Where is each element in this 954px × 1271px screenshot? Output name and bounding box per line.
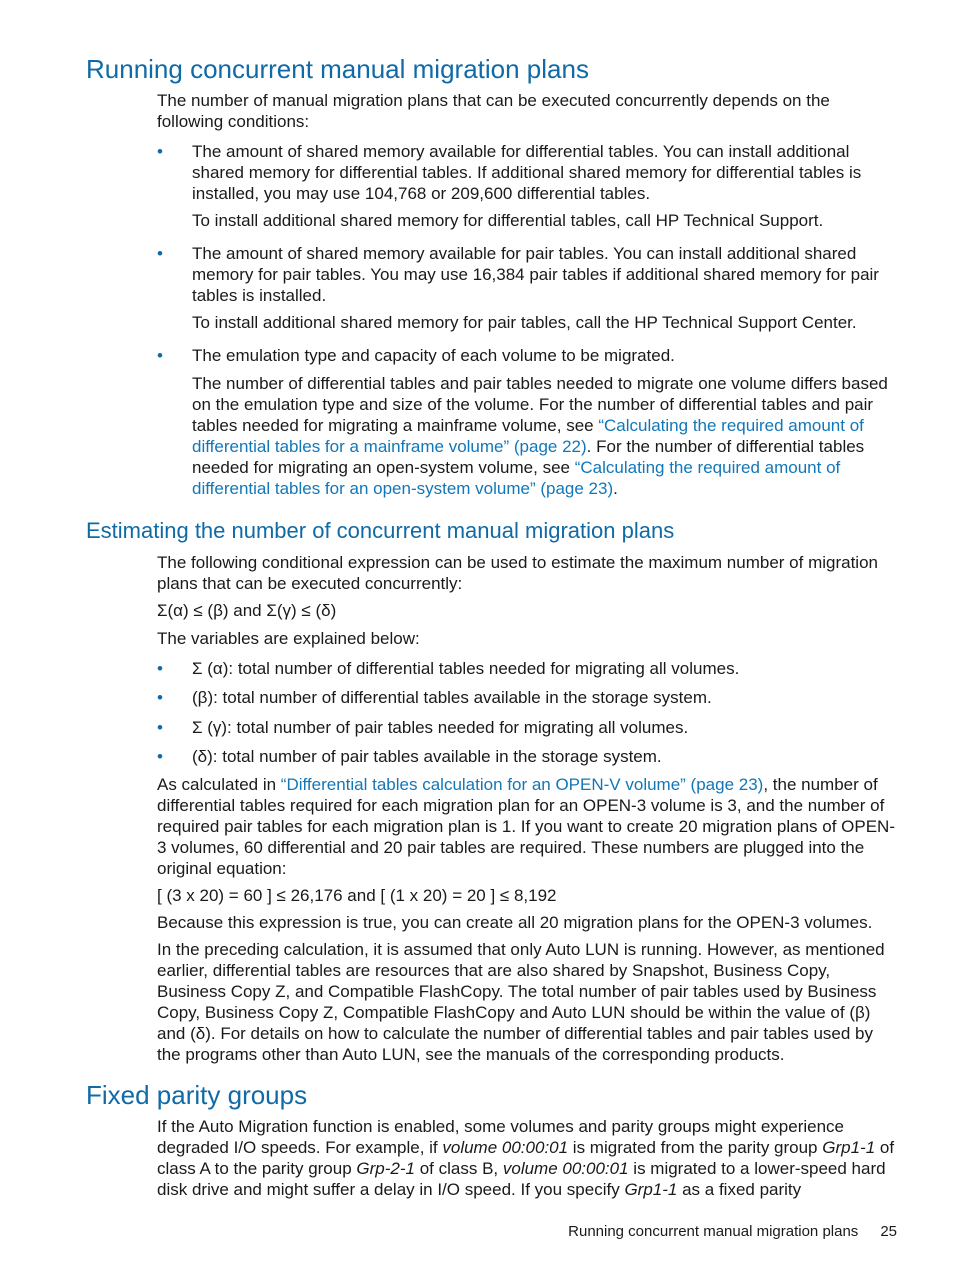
bullet-icon: • bbox=[157, 659, 163, 678]
text-run: As calculated in bbox=[157, 775, 281, 794]
bullet-text: The emulation type and capacity of each volume to be migrated. bbox=[192, 346, 675, 365]
volume-id: volume 00:00:01 bbox=[502, 1159, 629, 1178]
bullet-icon: • bbox=[157, 244, 163, 263]
page-footer bbox=[568, 1223, 897, 1241]
equation: [ (3 x 20) = 60 ] ≤ 26,176 and [ (1 x 20) = 20 ] ≤ 8,192 bbox=[157, 886, 557, 905]
cross-reference-link[interactable]: “Calculating the required amount of differential tables for an open-system volume” (page 23) bbox=[192, 458, 841, 498]
text-run: . bbox=[613, 479, 618, 498]
bullet-text: The amount of shared memory available for pair tables. You can install additional shared memory for pair tables. You may use 16,384 pair tables if additional shared memory for pair tables is installed. bbox=[192, 244, 879, 305]
text-run: is migrated from the parity group bbox=[568, 1138, 823, 1157]
paragraph bbox=[157, 1116, 899, 1200]
bullet-text: (δ): total number of pair tables available in the storage system. bbox=[192, 747, 662, 766]
volume-id: volume 00:00:01 bbox=[442, 1138, 569, 1157]
bullet-text: (β): total number of differential tables available in the storage system. bbox=[192, 688, 712, 707]
section-heading-running-concurrent: Running concurrent manual migration plans bbox=[86, 54, 589, 84]
paragraph: Because this expression is true, you can create all 20 migration plans for the OPEN-3 volumes. bbox=[157, 913, 873, 932]
section-heading-estimating: Estimating the number of concurrent manual migration plans bbox=[86, 518, 675, 543]
bullet-subparagraph: To install additional shared memory for differential tables, call HP Technical Support. bbox=[192, 211, 824, 230]
page-number: 25 bbox=[880, 1223, 897, 1240]
parity-group-id: Grp-2-1 bbox=[356, 1159, 415, 1178]
bullet-icon: • bbox=[157, 688, 163, 707]
text-run: If the Auto Migration function is enabled, some volumes and parity groups might experience degraded I/O speeds. For example, if bbox=[157, 1117, 844, 1157]
bullet-text: Σ (α): total number of differential tables needed for migrating all volumes. bbox=[192, 659, 740, 678]
text-run: of class B, bbox=[414, 1159, 503, 1178]
parity-group-id: Grp1-1 bbox=[624, 1180, 678, 1199]
text-run: , the number of differential tables required for each migration plan for an OPEN-3 volume is 3, and the number of required pair tables for each migration plan is 1. If you want to create 20 migration plans of OPEN-3 volumes, 60 differential and 20 pair tables are required. These numbers are plugged into the original equation: bbox=[157, 775, 895, 878]
bullet-icon: • bbox=[157, 718, 163, 737]
intro-paragraph: The following conditional expression can be used to estimate the maximum number of migration plans that can be executed concurrently: bbox=[157, 553, 878, 593]
expression: Σ(α) ≤ (β) and Σ(γ) ≤ (δ) bbox=[157, 601, 337, 620]
bullet-subparagraph bbox=[192, 373, 899, 499]
paragraph: In the preceding calculation, it is assumed that only Auto LUN is running. However, as mentioned earlier, differential tables are resources that are also shared by Snapshot, Business Copy, Business Copy Z, and Compatible FlashCopy. The total number of pair tables used by Business Copy, Business Copy Z, Compatible FlashCopy and Auto LUN should be within the value of (β) and (δ). For details on how to calculate the number of differential tables and pair tables used by the programs other than Auto LUN, see the manuals of the corresponding products. bbox=[157, 940, 885, 1064]
bullet-icon: • bbox=[157, 142, 163, 161]
footer-title: Running concurrent manual migration plans bbox=[568, 1223, 859, 1240]
calculation-paragraph bbox=[157, 774, 899, 879]
variables-intro: The variables are explained below: bbox=[157, 629, 420, 648]
intro-paragraph: The number of manual migration plans that can be executed concurrently depends on the following conditions: bbox=[157, 91, 830, 131]
bullet-text: Σ (γ): total number of pair tables needed for migrating all volumes. bbox=[192, 718, 689, 737]
bullet-subparagraph: To install additional shared memory for pair tables, call the HP Technical Support Center. bbox=[192, 313, 857, 332]
text-run: of class A to the parity group bbox=[157, 1138, 895, 1178]
cross-reference-link[interactable]: “Differential tables calculation for an OPEN-V volume” (page 23) bbox=[280, 775, 764, 794]
bullet-icon: • bbox=[157, 346, 163, 365]
bullet-icon: • bbox=[157, 747, 163, 766]
cross-reference-link[interactable]: “Calculating the required amount of differential tables for a mainframe volume” (page 22) bbox=[192, 416, 864, 456]
text-run: The number of differential tables and pair tables needed to migrate one volume differs based on the emulation type and size of the volume. For the number of differential tables and pair tables needed for migrating a mainframe volume, see bbox=[192, 374, 888, 435]
section-heading-fixed-parity: Fixed parity groups bbox=[86, 1080, 308, 1110]
bullet-text: The amount of shared memory available for differential tables. You can install additional shared memory for differential tables. If additional shared memory for differential tables is installed, you may use 104,768 or 209,600 differential tables. bbox=[192, 142, 862, 203]
parity-group-id: Grp1-1 bbox=[822, 1138, 876, 1157]
text-run: as a fixed parity bbox=[677, 1180, 802, 1199]
text-run: is migrated to a lower-speed hard disk drive and might suffer a delay in I/O speed. If you specify bbox=[157, 1159, 886, 1199]
text-run: . For the number of differential tables needed for migrating an open-system volume, see bbox=[192, 437, 865, 477]
